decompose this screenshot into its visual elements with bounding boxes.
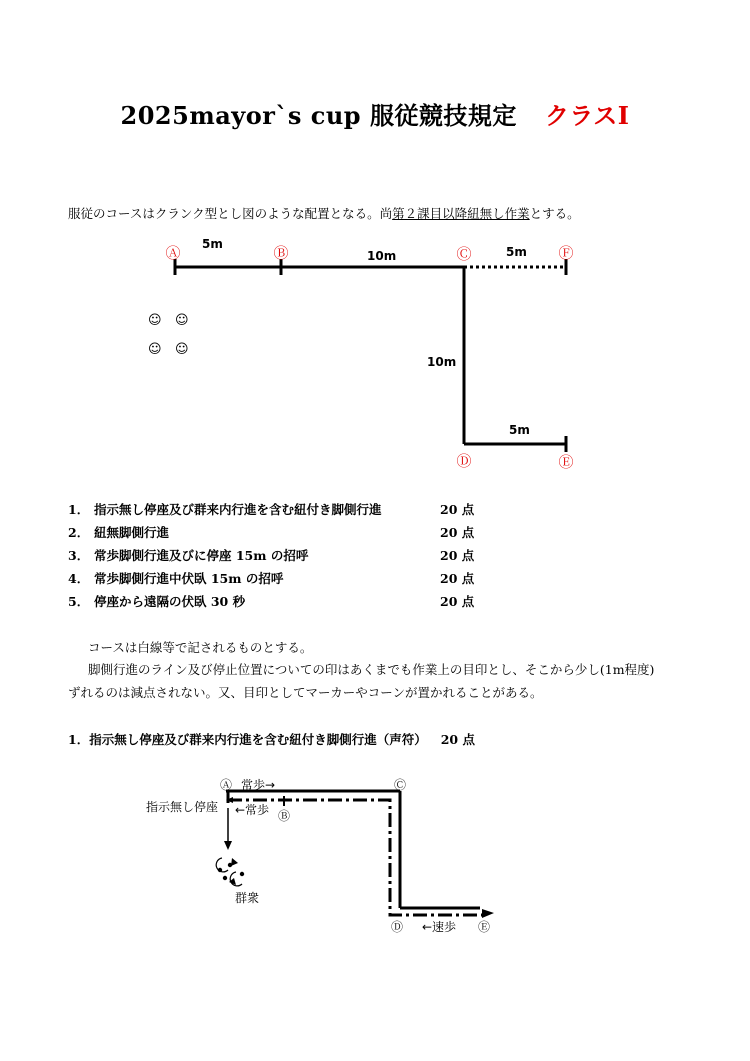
- arrow-down-icon: [224, 841, 232, 850]
- smiley-face-icon: ☺: [148, 313, 162, 328]
- note-line-3: ずれるのは減点されない。又、目印としてマーカーやコーンが置かれることがある。: [68, 685, 543, 700]
- section-points: 20 点: [440, 732, 475, 747]
- point-d: Ⓓ: [456, 452, 472, 470]
- d2-point-e: Ⓔ: [477, 920, 491, 934]
- smiley-face-icon: ☺: [175, 313, 189, 328]
- title-class: クラスⅠ: [544, 101, 630, 130]
- swirl-arrow-icon: [231, 858, 238, 866]
- item-points: 20 点: [440, 525, 475, 540]
- dist-ab: 5m: [202, 237, 223, 251]
- crowd-label: 群衆: [235, 891, 260, 905]
- item-points: 20 点: [440, 502, 475, 517]
- smiley-face-icon: ☺: [148, 342, 162, 357]
- d2-point-b: Ⓑ: [277, 809, 291, 823]
- item-text: 停座から遠隔の伏臥 30 秒: [94, 594, 246, 609]
- item-points: 20 点: [440, 594, 475, 609]
- item-text: 紐無脚側行進: [94, 525, 170, 540]
- point-b: Ⓑ: [273, 244, 289, 262]
- intro-tail: とする。: [529, 206, 580, 221]
- item-num: 5．: [68, 594, 90, 609]
- sit-label: 指示無し停座: [146, 800, 219, 814]
- note-line-2: 脚側行進のライン及び停止位置についての印はあくまでも作業上の目印とし、そこから少し(1m程度): [88, 662, 655, 677]
- item-points: 20 点: [440, 548, 475, 563]
- item-num: 1．: [68, 502, 90, 517]
- smiley-face-icon: ☺: [175, 342, 189, 357]
- arrow-right-icon: [482, 909, 494, 918]
- dist-de: 5m: [509, 423, 530, 437]
- item-text: 常歩脚側行進中伏臥 15m の招呼: [94, 571, 284, 586]
- item-num: 2．: [68, 525, 90, 540]
- item-num: 3．: [68, 548, 90, 563]
- point-a: Ⓐ: [165, 244, 181, 262]
- intro-underlined: 第２課目以降紐無し作業: [392, 206, 530, 221]
- dist-cd: 10m: [427, 355, 457, 369]
- title-main: 2025mayor`s cup 服従競技規定: [120, 101, 517, 130]
- d2-point-c: Ⓒ: [393, 778, 407, 792]
- dist-cf: 5m: [506, 245, 527, 259]
- point-c: Ⓒ: [456, 245, 472, 263]
- walk-left-label: ←常歩: [235, 803, 270, 817]
- item-text: 常歩脚側行進及びに停座 15m の招呼: [94, 548, 309, 563]
- point-f: Ⓕ: [558, 244, 574, 262]
- point-e: Ⓔ: [558, 453, 574, 471]
- dist-bc: 10m: [367, 249, 397, 263]
- note-line-1: コースは白線等で記されるものとする。: [88, 640, 313, 655]
- d2-point-d: Ⓓ: [390, 920, 404, 934]
- d2-point-a: Ⓐ: [219, 778, 233, 792]
- section-title: 1．指示無し停座及び群来内行進を含む紐付き脚側行進（声符）: [68, 732, 427, 747]
- item-num: 4．: [68, 571, 90, 586]
- item-text: 指示無し停座及び群来内行進を含む紐付き脚側行進: [94, 502, 382, 517]
- walk-right-label: 常歩→: [241, 778, 276, 792]
- item-points: 20 点: [440, 571, 475, 586]
- fast-walk-label: ←速歩: [422, 920, 457, 934]
- intro-text: 服従のコースはクランク型とし図のような配置となる。尚: [68, 206, 393, 221]
